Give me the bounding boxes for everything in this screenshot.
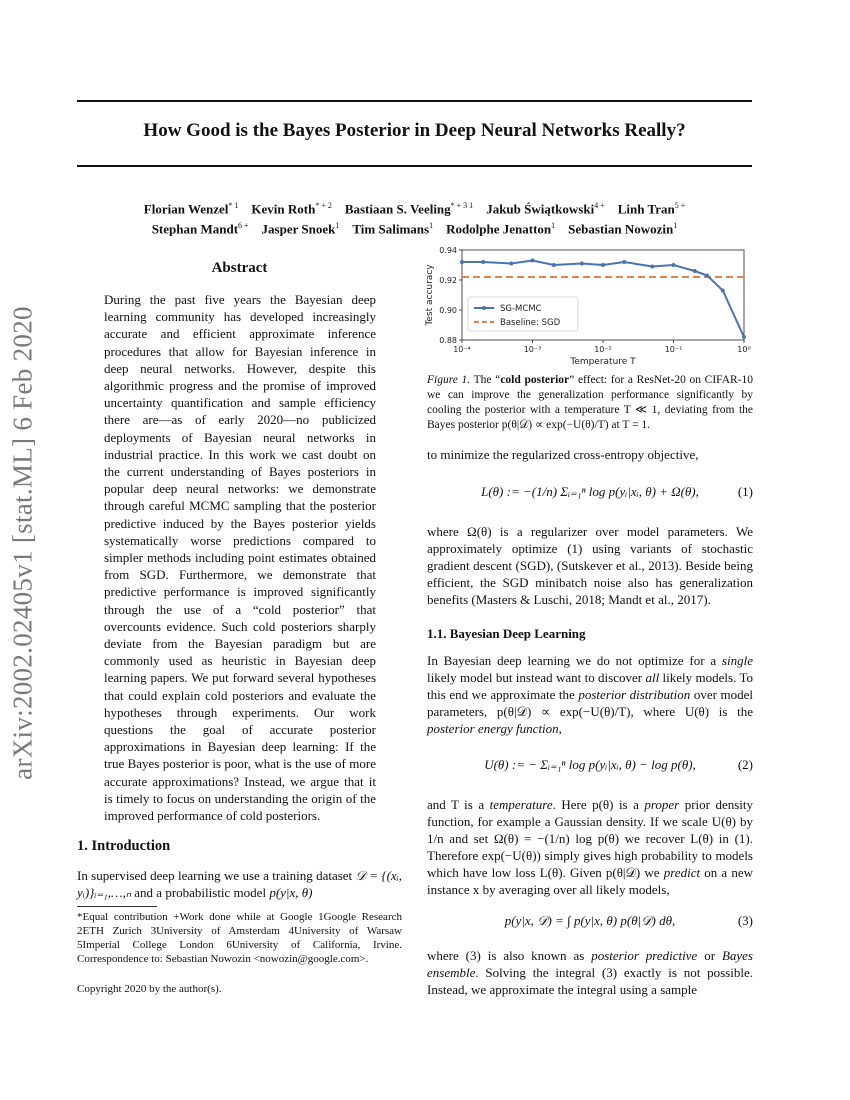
y-tick-label: 0.90 (439, 306, 457, 315)
y-tick-label: 0.92 (439, 276, 457, 285)
author-affiliation-mark: 4 + (594, 201, 605, 210)
author-name: Sebastian Nowozin (568, 221, 674, 237)
sg-mcmc-point (650, 265, 654, 269)
y-tick-label: 0.88 (439, 336, 457, 345)
sg-mcmc-point (742, 335, 746, 339)
temperature-paragraph (427, 796, 753, 898)
p3-e: , (558, 721, 562, 736)
sg-mcmc-point (672, 263, 676, 267)
x-tick-label: 10⁻¹ (664, 345, 683, 354)
subsection-heading: 1.1. Bayesian Deep Learning (427, 626, 586, 641)
p3-c: likely models. To this end we approximate the (427, 670, 753, 702)
p4-a: and T is a (427, 797, 490, 812)
sg-mcmc-point (481, 260, 485, 264)
author-affiliation-mark: * + 3 1 (450, 201, 474, 210)
regularizer-paragraph: where Ω(θ) is a regularizer over model parameters. We approximately optimize (1) using variants of stochastic gradient descent (SGD), (Sutskever et al., 2013). Beside being efficient, the SGD minibatch noise also has generalization benefits (Masters & Luschi, 2018; Mandt et al., 2017). (427, 524, 753, 607)
figure-1-caption (427, 373, 753, 433)
author-affiliation-mark: 1 (551, 221, 556, 231)
caption-label: Figure 1. (427, 374, 471, 386)
author-affiliation-mark: 6 + (238, 221, 249, 231)
sg-mcmc-point (601, 263, 605, 267)
x-tick-label: 10⁰ (737, 345, 751, 354)
p4-b: . Here p(θ) is a (552, 797, 645, 812)
introduction-heading: 1. Introduction (77, 838, 171, 854)
p3-single: single (721, 653, 753, 668)
p4-proper: proper (644, 797, 680, 812)
footnote-rule (77, 906, 157, 907)
author-name: Stephan Mandt (151, 221, 239, 237)
intro-paragraph (77, 867, 402, 901)
x-tick-label: 10⁻⁴ (453, 345, 471, 354)
intro-text-mid: and a probabilistic model (134, 885, 267, 900)
author-name: Jasper Snoek (261, 221, 336, 237)
paper-title: How Good is the Bayes Posterior in Deep Neural Networks Really? (143, 120, 686, 141)
p3-energy: posterior energy function (427, 721, 559, 736)
sg-mcmc-point (552, 263, 556, 267)
figure-1-chart (420, 240, 755, 370)
p3-all: all (645, 670, 660, 685)
equation-2 (427, 757, 753, 773)
author-affiliation-mark: 1 (429, 221, 434, 231)
affiliations-footnote: *Equal contribution +Work done while at Google 1Google Research 2ETH Zurich 3University of Amsterdam 4University of Warsaw 5Imperial College London 6University of California, Irvine. Correspondence to: Sebastian Nowozin <nowozin@google.com>. (77, 911, 402, 965)
author-line-2 (77, 217, 752, 237)
sg-mcmc-point (705, 274, 709, 278)
sg-mcmc-point (622, 260, 626, 264)
author-name: Tim Salimans (352, 221, 430, 237)
equation-2-body: U(θ) := − Σᵢ₌₁ⁿ log p(yᵢ|xᵢ, θ) − log p(θ), (484, 757, 696, 772)
legend-baseline-label: Baseline: SGD (500, 318, 561, 328)
equation-1-body: L(θ) := −(1/n) Σᵢ₌₁ⁿ log p(yᵢ|xᵢ, θ) + Ω(θ), (481, 484, 699, 499)
equation-3 (427, 913, 753, 929)
equation-1 (427, 484, 753, 500)
author-name: Kevin Roth (251, 201, 316, 217)
intro-text-start: In supervised deep learning we use a training dataset (77, 868, 353, 883)
posterior-predictive-paragraph (427, 947, 753, 998)
right-paragraph-5 (427, 947, 753, 998)
equation-1-number: (1) (737, 484, 753, 499)
caption-quote-open: The “ (473, 374, 501, 386)
p5-b: or (697, 948, 722, 963)
sg-mcmc-point (509, 262, 513, 266)
right-paragraph-1 (427, 446, 753, 463)
abstract-heading: Abstract (211, 260, 268, 276)
chart-svg (420, 240, 755, 370)
dataset-math: 𝒟 = {(xᵢ, yᵢ)}ᵢ₌₁,…,ₙ (77, 868, 402, 900)
chart-root (425, 246, 751, 367)
x-tick-label: 10⁻² (594, 345, 612, 354)
equation-3-body: p(y|x, 𝒟) = ∫ p(y|x, θ) p(θ|𝒟) dθ, (504, 913, 676, 928)
p5-posterior-predictive: posterior predictive (591, 948, 698, 963)
sg-mcmc-point (693, 269, 697, 273)
p5-bayes-ensemble: Bayes ensemble (427, 948, 753, 980)
author-affiliation-mark: * + 2 (315, 201, 332, 210)
author-affiliation-mark: 1 (673, 221, 678, 231)
sg-mcmc-point (460, 260, 464, 264)
caption-bold: cold posterior (500, 374, 570, 386)
top-rule (77, 100, 752, 102)
author-affiliation-mark: * 1 (228, 201, 239, 210)
objective-intro-text: to minimize the regularized cross-entropy objective, (427, 447, 699, 462)
p3-b: likely model but instead want to discover (427, 670, 646, 685)
model-math: p(y|x, θ) (269, 885, 313, 900)
x-tick-label: 10⁻³ (523, 345, 542, 354)
sg-mcmc-point (531, 259, 535, 263)
p4-predict: predict (663, 865, 701, 880)
sg-mcmc-point (721, 289, 725, 293)
author-list (77, 197, 752, 238)
title-bottom-rule (77, 165, 752, 167)
p3-posterior: posterior distribution (578, 687, 691, 702)
right-paragraph-4 (427, 796, 753, 898)
x-axis-label: Temperature T (570, 357, 636, 367)
bdl-paragraph (427, 652, 753, 737)
y-axis-label: Test accuracy (425, 264, 435, 326)
legend-sg-mcmc-marker (482, 306, 486, 310)
p5-c: . Solving the integral (3) exactly is not possible. Instead, we approximate the integral using a sample (427, 965, 753, 997)
author-affiliation-mark: 5 + (674, 201, 686, 210)
p5-a: where (3) is also known as (427, 948, 592, 963)
arxiv-identifier: arXiv:2002.02405v1 [stat.ML] 6 Feb 2020 (7, 305, 38, 780)
equation-2-number: (2) (737, 757, 753, 772)
equation-3-number: (3) (737, 913, 753, 928)
author-line-1 (77, 197, 752, 217)
p4-d: on a new instance x by averaging over all likely models, (427, 865, 754, 897)
legend-sg-mcmc-label: SG-MCMC (500, 304, 542, 314)
right-paragraph-3 (427, 652, 753, 737)
p3-a: In Bayesian deep learning we do not optimize for a (427, 653, 722, 668)
p3-d: over model parameters, p(θ|𝒟) ∝ exp(−U(θ)/T), where U(θ) is the (427, 687, 754, 719)
author-name: Florian Wenzel (143, 201, 229, 217)
introduction-body (77, 867, 402, 901)
y-tick-label: 0.94 (439, 246, 457, 255)
caption-text: ” effect: for a ResNet-20 on CIFAR-10 we can improve the generalization performance significantly by cooling the posterior with a temperature T ≪ 1, deviating from the Bayes posterior p(θ|𝒟) ∝ exp(−U(θ)/T) at T = 1. (427, 374, 754, 431)
p4-temperature: temperature (489, 797, 553, 812)
author-name: Rodolphe Jenatton (446, 221, 552, 237)
abstract-body: During the past five years the Bayesian deep learning community has developed increasingly accurate and efficient approximate inference procedures that allow for Bayesian inference in deep neural networks. However, despite this algorithmic progress and the promise of improved uncertainty quantification and sample efficiency there are—as of early 2020—no publicized deployments of Bayesian neural networks in industrial practice. In this work we cast doubt on the current understanding of Bayes posteriors in popular deep neural networks: we demonstrate through careful MCMC sampling that the posterior predictive induced by the Bayes posterior yields systematically worse predictions compared to simpler methods including point estimates obtained from SGD. Furthermore, we demonstrate that predictive performance is improved significantly through the use of a “cold posterior” that overcounts evidence. Such cold posteriors sharply deviate from the Bayesian paradigm but are commonly used as heuristic in Bayesian deep learning papers. We put forward several hypotheses that could explain cold posteriors and evaluate the hypotheses through experiments. Our work questions the goal of accurate posterior approximations in Bayesian deep learning: If the true Bayes posterior is poor, what is the use of more accurate approximations? Instead, we argue that it is timely to focus on understanding the origin of the improved performance of cold posteriors. (104, 292, 376, 824)
arxiv-sidebar (2, 295, 44, 790)
sg-mcmc-point (580, 262, 584, 266)
copyright-notice: Copyright 2020 by the author(s). (77, 983, 222, 995)
author-name: Bastiaan S. Veeling (344, 201, 451, 217)
author-affiliation-mark: 1 (335, 221, 340, 231)
author-name: Linh Tran (617, 201, 675, 217)
p4-c: prior density function, for example a Gaussian density. If we scale U(θ) by 1/n and set Ω(θ) = −(1/n) log p(θ) we recover L(θ) in (1). Therefore exp(−U(θ)) simply gives high probability to models which have low loss L(θ). Given p(θ|𝒟) we (427, 797, 753, 880)
author-name: Jakub Świątkowski (486, 201, 595, 217)
right-paragraph-2 (427, 523, 753, 608)
